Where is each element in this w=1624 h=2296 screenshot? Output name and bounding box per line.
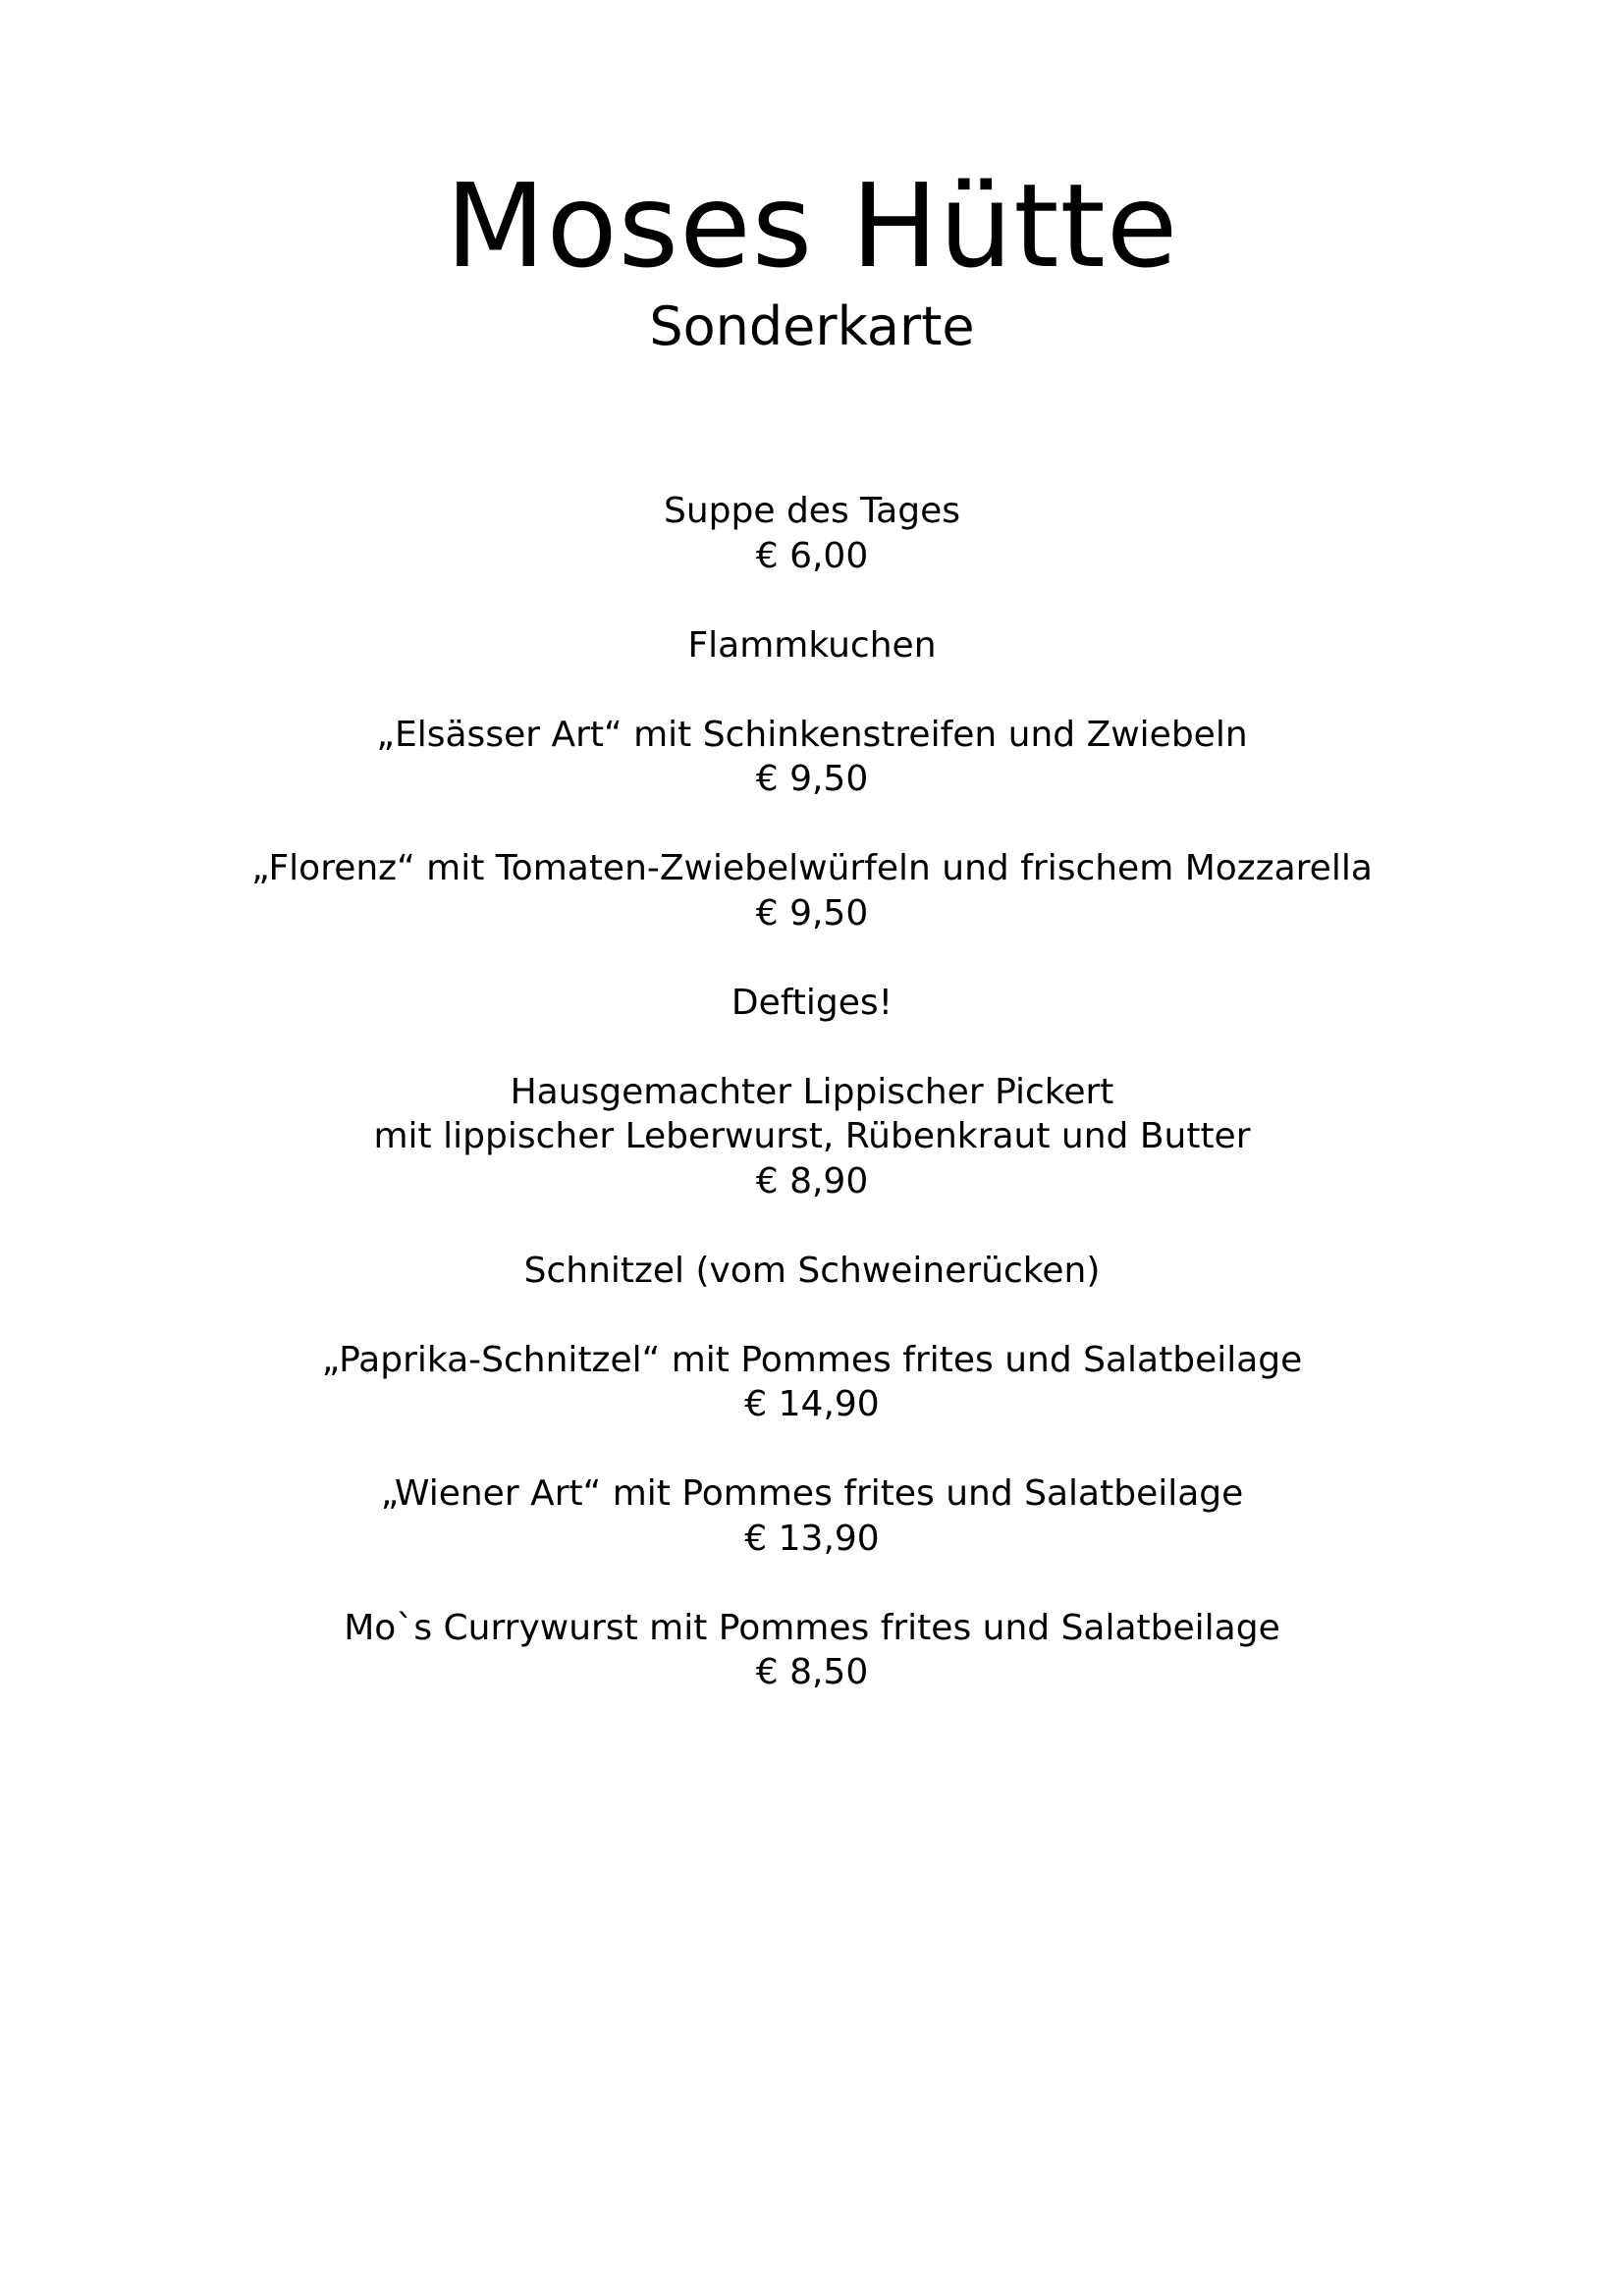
menu-item-description: mit lippischer Leberwurst, Rübenkraut und Butter <box>373 1116 1251 1156</box>
section-heading-flammkuchen: Flammkuchen <box>687 624 937 666</box>
spacer <box>0 1025 1624 1070</box>
spacer <box>0 667 1624 713</box>
menu-item-name: Hausgemachter Lippischer Pickert <box>510 1071 1114 1112</box>
soup-name: Suppe des Tages <box>663 491 960 531</box>
menu-item-name: „Wiener Art“ mit Pommes frites und Salatbeilage <box>380 1473 1244 1514</box>
spacer <box>0 1427 1624 1472</box>
menu-item-price: € 13,90 <box>744 1518 880 1559</box>
spacer <box>0 1561 1624 1606</box>
menu-item-price: € 8,50 <box>755 1652 869 1692</box>
menu-list <box>0 489 1624 1695</box>
menu-item-price: € 14,90 <box>744 1384 880 1424</box>
menu-subtitle: Sonderkarte <box>649 295 975 357</box>
soup-price: € 6,00 <box>755 535 869 576</box>
section-heading-schnitzel: Schnitzel (vom Schweinerücken) <box>523 1250 1101 1291</box>
section-heading-deftiges: Deftiges! <box>731 982 893 1023</box>
menu-item-name: „Paprika-Schnitzel“ mit Pommes frites und Salatbeilage <box>321 1339 1303 1380</box>
spacer <box>0 1203 1624 1249</box>
menu-item-name: Mo`s Currywurst mit Pommes frites und Salatbeilage <box>344 1607 1280 1648</box>
spacer <box>0 935 1624 981</box>
restaurant-title: Moses Hütte <box>445 158 1179 294</box>
menu-item-price: € 9,50 <box>755 892 869 934</box>
menu-item-name: „Elsässer Art“ mit Schinkenstreifen und Zwiebeln <box>376 714 1248 755</box>
menu-item-price: € 9,50 <box>755 759 869 799</box>
menu-item-price: € 8,90 <box>755 1160 869 1201</box>
spacer <box>0 802 1624 847</box>
spacer <box>0 578 1624 623</box>
spacer <box>0 1293 1624 1338</box>
menu-item-name: „Florenz“ mit Tomaten-Zwiebelwürfeln und frischem Mozzarella <box>251 848 1373 888</box>
